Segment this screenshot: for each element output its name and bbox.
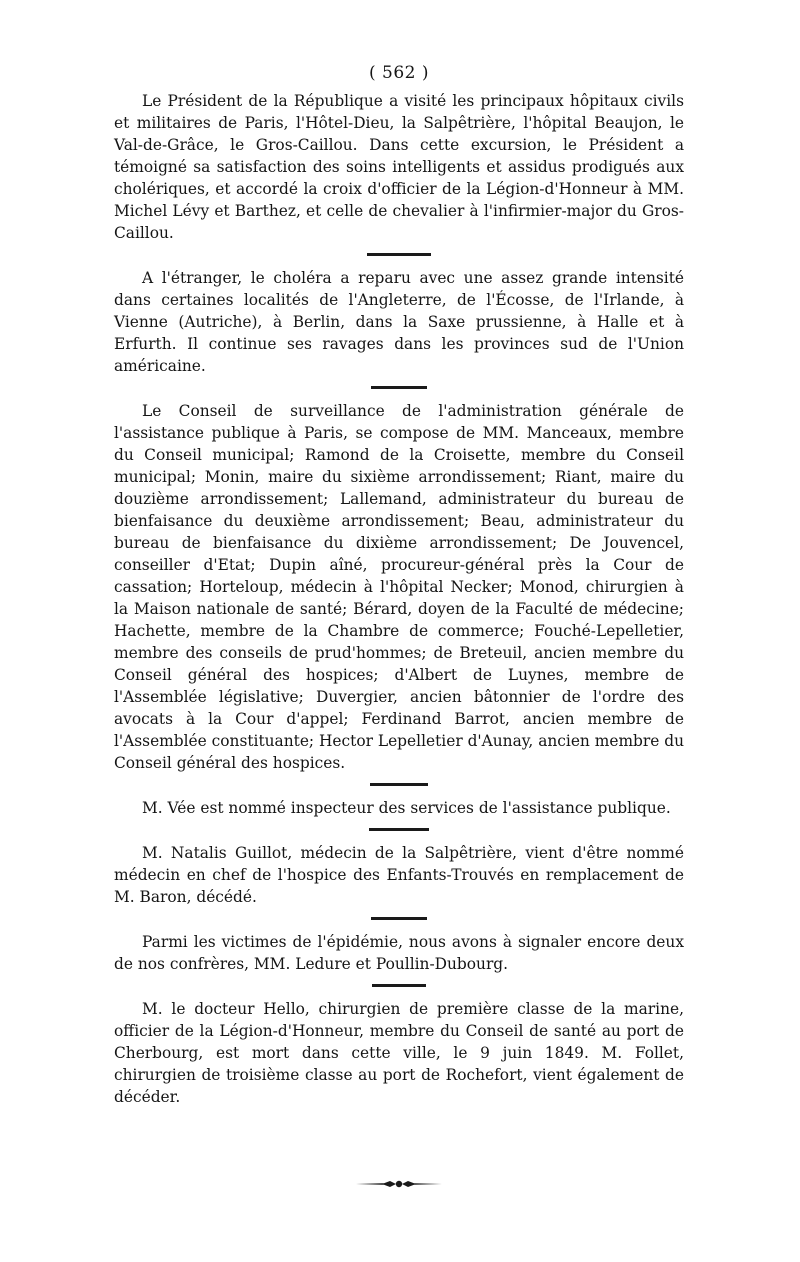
section-separator: [367, 253, 431, 256]
page-number: ( 562 ): [368, 63, 430, 83]
section-separator: [371, 917, 427, 920]
section-separator: [371, 386, 427, 389]
paragraph-epidemic-victims: Parmi les victimes de l'épidémie, nous avons à signaler encore deux de nos confrères, MM. Ledure et Poullin-Dubourg.: [114, 933, 684, 973]
section-separator: [370, 783, 428, 786]
paragraph-president-visit: Le Président de la République a visité les principaux hôpitaux civils et militaires de Paris, l'Hôtel-Dieu, la Salpêtrière, l'hôpital Beaujon, le Val-de-Grâce, le Gros-Caillou. Dans cette excursion, le Président a témoigné sa satisfaction des soins intelligents et assidus prodigués aux cholériques, et accordé la croix d'officier de la Légion-d'Honneur à MM. Michel Lévy et Barthez, et celle de chevalier à l'infirmier-major du Gros-Caillou.: [114, 92, 684, 242]
paragraph-hello-death: M. le docteur Hello, chirurgien de première classe de la marine, officier de la Légion-d'Honneur, membre du Conseil de santé au port de Cherbourg, est mort dans cette ville, le 9 juin 1849. M. Follet, chirurgien de troisième classe au port de Rochefort, vient également de décéder.: [114, 1000, 684, 1106]
end-ornament: [354, 1178, 444, 1190]
section-separator: [369, 828, 429, 831]
document-page: [114, 62, 684, 1190]
paragraph-vee-appointment: M. Vée est nommé inspecteur des services de l'assistance publique.: [142, 799, 671, 817]
paragraph-guillot-appointment: M. Natalis Guillot, médecin de la Salpêtrière, vient d'être nommé médecin en chef de l'hospice des Enfants-Trouvés en remplacement de M. Baron, décédé.: [114, 844, 684, 906]
section-separator: [372, 984, 426, 987]
paragraph-supervisory-council: Le Conseil de surveillance de l'administration générale de l'assistance publique à Paris, se compose de MM. Manceaux, membre du Conseil municipal; Ramond de la Croisette, membre du Conseil municipal; Monin, maire du sixième arrondissement; Riant, maire du douzième arrondissement; Lallemand, administrateur du bureau de bienfaisance du deuxième arrondissement; Beau, administrateur du bureau de bienfaisance du dixième arrondissement; De Jouvencel, conseiller d'Etat; Dupin aîné, procureur-général près la Cour de cassation; Horteloup, médecin à l'hôpital Necker; Monod, chirurgien à la Maison nationale de santé; Bérard, doyen de la Faculté de médecine; Hachette, membre de la Chambre de commerce; Fouché-Lepelletier, membre des conseils de prud'hommes; de Breteuil, ancien membre du Conseil général des hospices; d'Albert de Luynes, membre de l'Assemblée législative; Duvergier, ancien bâtonnier de l'ordre des avocats à la Cour d'appel; Ferdinand Barrot, ancien membre de l'Assemblée constituante; Hector Lepelletier d'Aunay, ancien membre du Conseil général des hospices.: [114, 402, 685, 772]
paragraph-cholera-abroad: A l'étranger, le choléra a reparu avec une assez grande intensité dans certaines localités de l'Angleterre, de l'Écosse, de l'Irlande, à Vienne (Autriche), à Berlin, dans la Saxe prussienne, à Halle et à Erfurth. Il continue ses ravages dans les provinces sud de l'Union américaine.: [114, 269, 684, 375]
